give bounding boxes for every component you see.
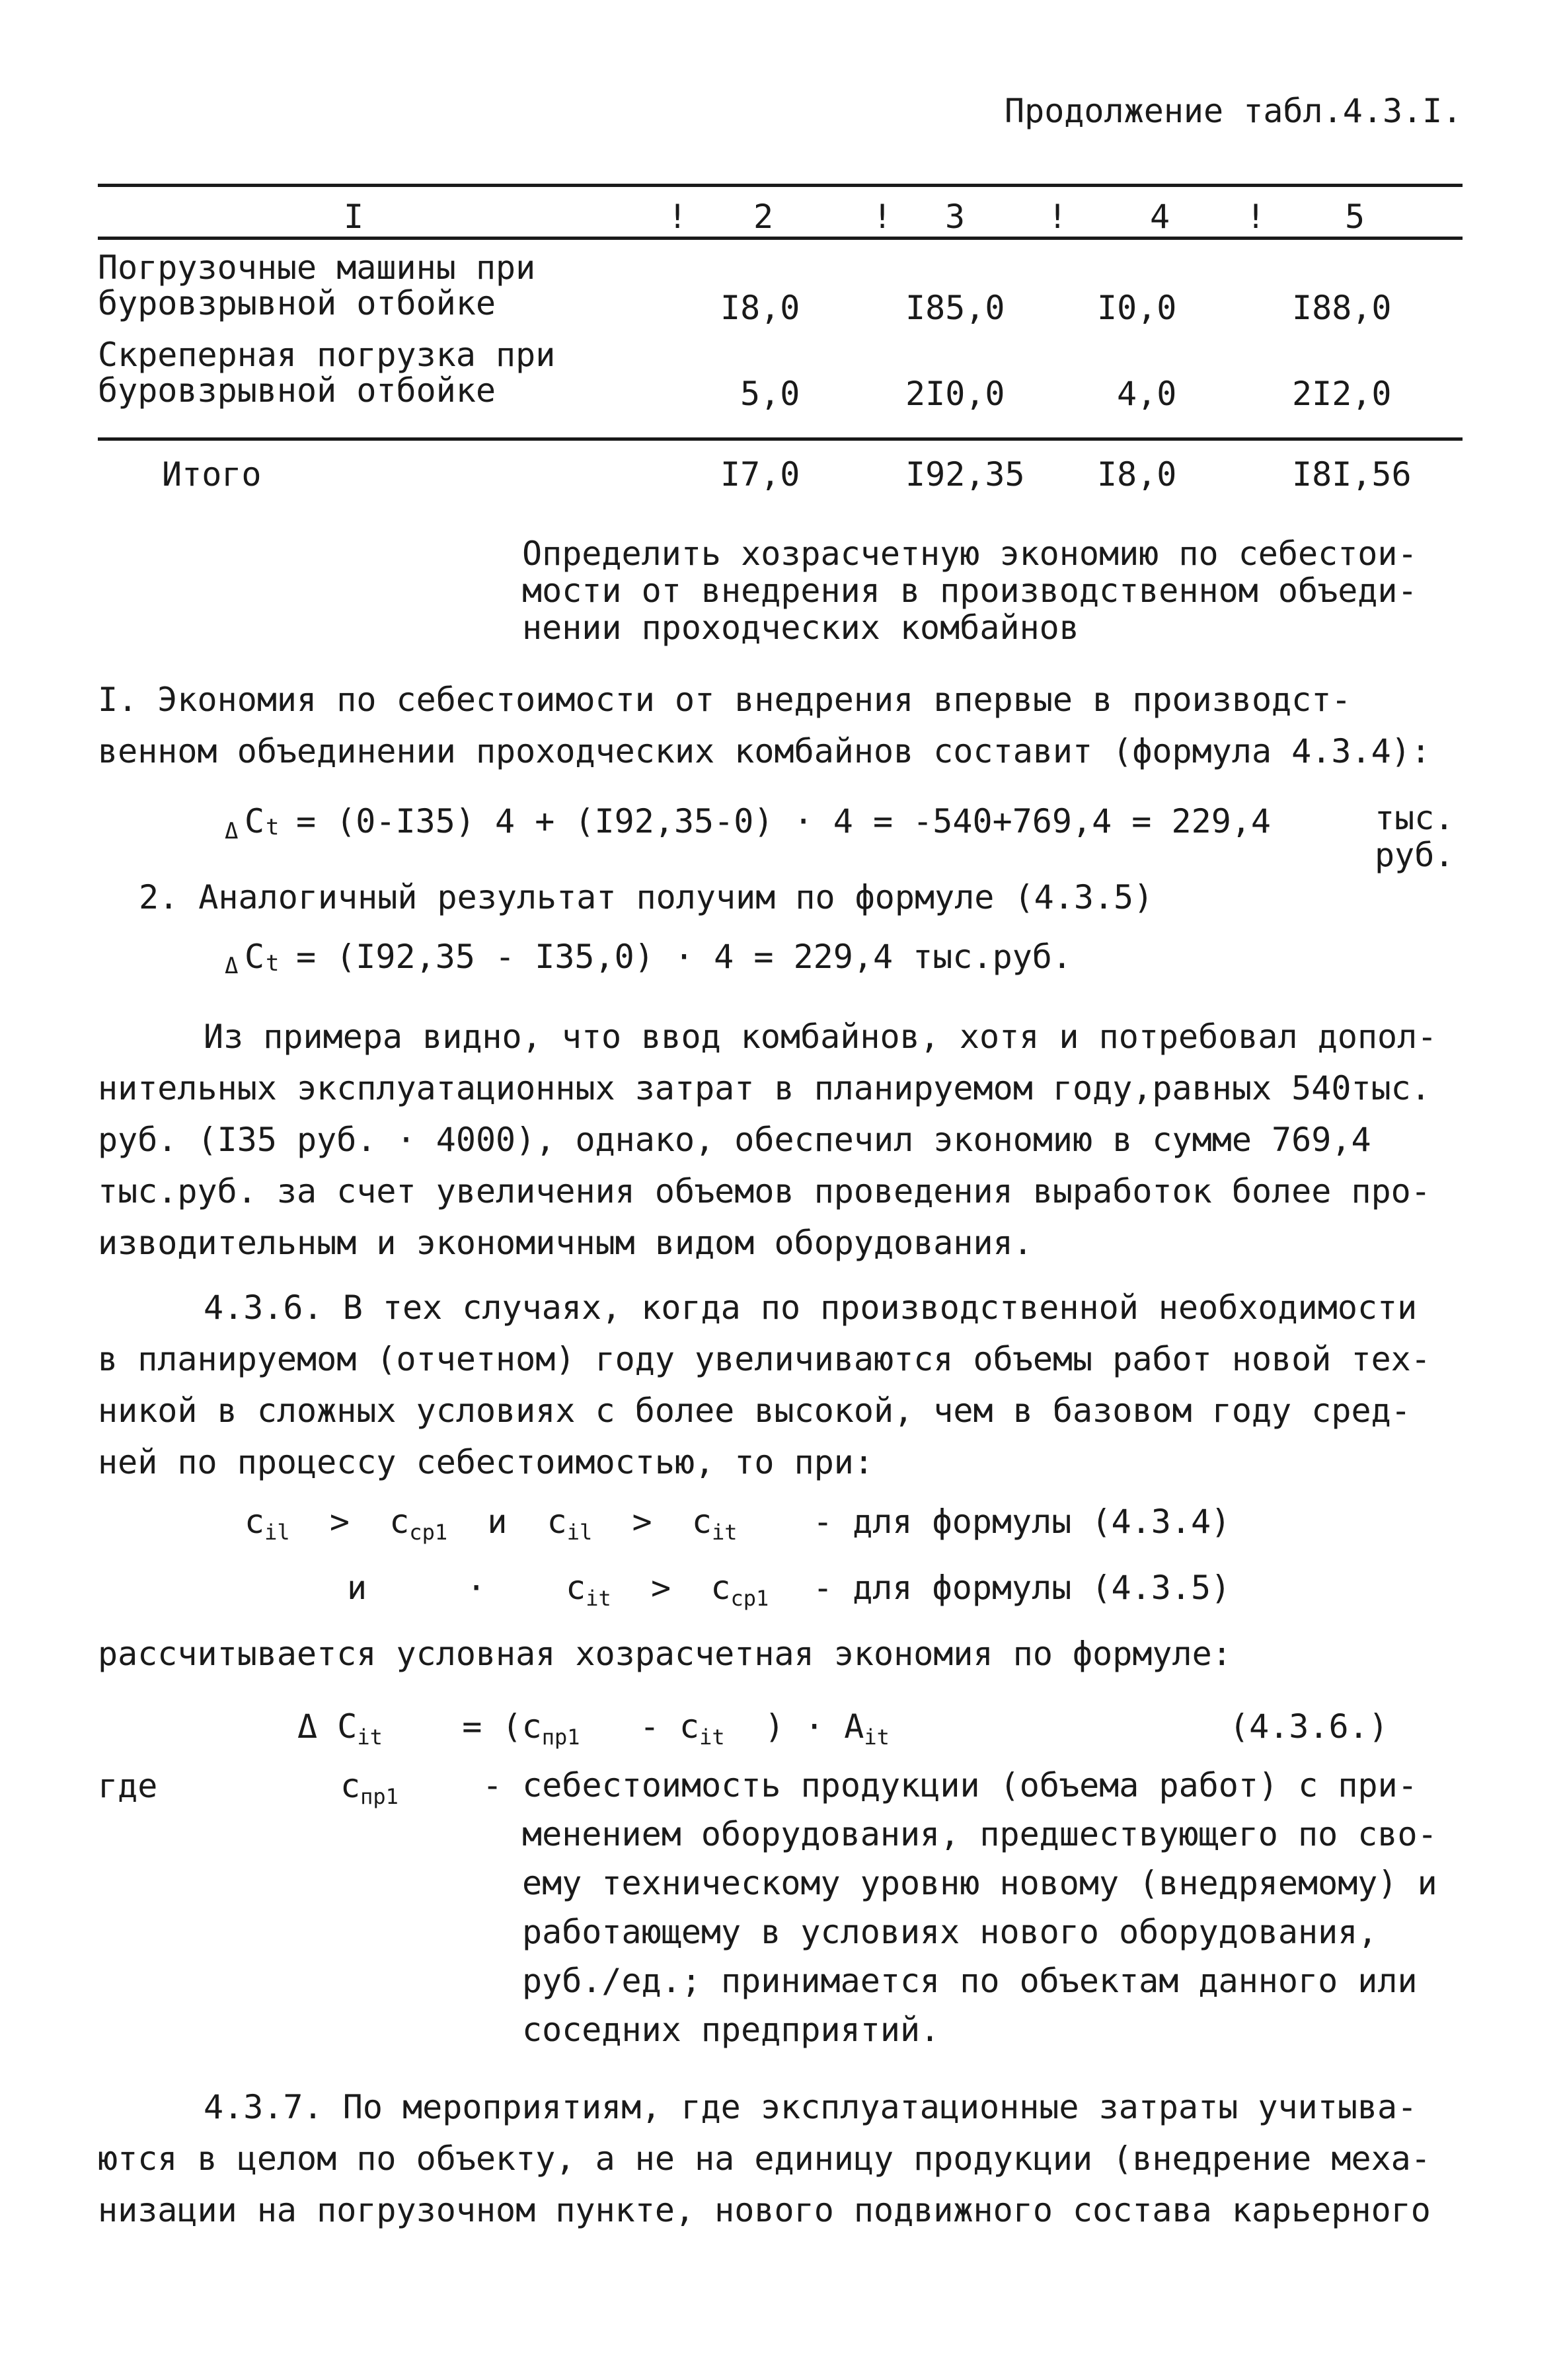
continuation-header: Продолжение табл.4.3.I. [1005, 92, 1463, 130]
where-label: где [98, 1767, 158, 1805]
table-cell: 4,0 [1117, 375, 1177, 413]
table-cell: I8,0 [720, 289, 800, 327]
formula-rhs: = (I92,35 - I35,0) · 4 = 229,4 тыс.руб. [296, 938, 1072, 976]
col-separator: ! [872, 198, 893, 236]
formula-symbol: C [245, 802, 265, 840]
formula-expression: Δ $C_{it}$ = ($c_{пр1}$ - $c_{it}$ ) · $A_{it}$ [297, 1707, 890, 1750]
table-header-rule [98, 237, 1463, 240]
table-top-rule [98, 184, 1463, 187]
col-header-1: I [344, 198, 364, 236]
col-separator: ! [1047, 198, 1068, 236]
condition-note: - для формулы (4.3.5) [813, 1569, 1231, 1607]
formula-rhs: = (0-I35) 4 + (I92,35-0) · 4 = -540+769,4 = 229,4 [296, 802, 1272, 840]
formula-subscript: t [266, 950, 280, 977]
table-cell: I88,0 [1292, 289, 1392, 327]
table-cell: I8I,56 [1292, 455, 1412, 494]
table-cell: I7,0 [720, 455, 800, 494]
table-total-rule [98, 437, 1463, 441]
condition-expression: $c_{il} > c_{cp1}$ и $c_{il} > c_{it}$ [245, 1503, 738, 1545]
col-header-4: 4 [1150, 198, 1170, 236]
table-cell: 5,0 [740, 375, 800, 413]
total-label: Итого [162, 455, 262, 494]
formula-symbol: C [245, 938, 265, 976]
table-cell: I92,35 [905, 455, 1025, 494]
paragraph-4-3-6: 4.3.6. В тех случаях, когда по производственной необходимости в планируемом (отчетном) году увеличиваются объемы работ новой тех- никой в сложных условиях с более высокой, чем в базовом году сред- ней по процессу себестоимостью, то при: [98, 1288, 1431, 1481]
table-cell: 2I0,0 [905, 375, 1005, 413]
row-label: Погрузочные машины при буровзрывной отбойке [98, 248, 536, 322]
row-label: Скреперная погрузка при буровзрывной отбойке [98, 336, 556, 410]
col-header-5: 5 [1345, 198, 1365, 236]
col-header-3: 3 [945, 198, 966, 236]
col-separator: ! [1246, 198, 1266, 236]
delta-symbol: Δ [225, 818, 239, 844]
condition-note: - для формулы (4.3.4) [813, 1503, 1231, 1541]
paragraph-example: Из примера видно, что ввод комбайнов, хотя и потребовал допол- нительных эксплуатационных затрат в планируемом году,равных 540тыс. руб. (I35 руб. · 4000), однако, обеспечил экономию в сумме 769,4 тыс.руб. за счет увеличения объемов проведения выработок более про- изводительным и экономичным видом оборудования. [98, 1018, 1437, 1262]
col-separator: ! [667, 198, 688, 236]
where-symbol: $c_{пр1}$ [340, 1767, 399, 1809]
table-cell: 2I2,0 [1292, 375, 1392, 413]
item-1-text: I. Экономия по себестоимости от внедрения впервые в производст- венном объединении проходческих комбайнов составит (формула 4.3.4): [98, 681, 1431, 770]
table-cell: I8,0 [1097, 455, 1177, 494]
table-cell: I0,0 [1097, 289, 1177, 327]
col-header-2: 2 [753, 198, 774, 236]
task-statement: Определить хозрасчетную экономию по себестои- мости от внедрения в производственном объеди- нении проходческих комбайнов [522, 535, 1418, 647]
table-cell: I85,0 [905, 289, 1005, 327]
formula-subscript: t [266, 814, 280, 840]
formula-number: (4.3.6.) [1229, 1707, 1389, 1746]
delta-symbol: Δ [225, 953, 239, 979]
where-text: - себестоимость продукции (объема работ) с при- менением оборудования, предшествующего по сво- ему техническому уровню новому (внедряемому) и работающему в условиях нового оборудования, руб./ед.; принимается по объектам данного или соседних предприятий. [482, 1766, 1437, 2049]
paragraph-4-3-7: 4.3.7. По мероприятиям, где эксплуатационные затраты учитыва- ются в целом по объекту, а не на единицу продукции (внедрение меха- низации на погрузочном пункте, нового подвижного состава карьерного [98, 2088, 1431, 2229]
item-2-text: 2. Аналогичный результат получим по формуле (4.3.5) [139, 878, 1154, 916]
computed-line: рассчитывается условная хозрасчетная экономия по формуле: [98, 1635, 1232, 1673]
condition-expression: и · $c_{it} > c_{cp1}$ [347, 1569, 769, 1611]
formula-unit: тыс. руб. [1375, 799, 1455, 874]
